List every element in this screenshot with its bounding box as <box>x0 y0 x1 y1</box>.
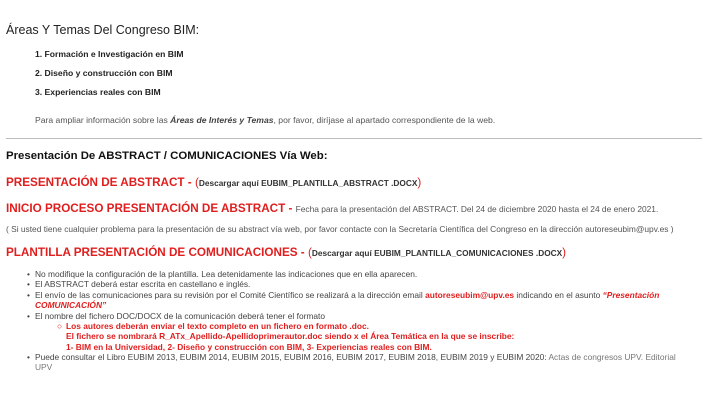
bullet-icon: • <box>27 290 30 300</box>
paren-open: ( <box>307 246 312 259</box>
paren-close: ) <box>417 176 422 189</box>
abstract-heading-text: PRESENTACIÓN DE ABSTRACT - <box>6 176 195 189</box>
info-prefix: Para ampliar información sobre las <box>35 115 171 125</box>
actas-link[interactable]: Actas de congresos UPV. Editorial <box>548 352 676 362</box>
info-line <box>35 115 495 125</box>
rule-text: El nombre del fichero DOC/DOCX de la comunicación deberá tener el formato <box>35 311 326 321</box>
plantilla-heading-text: PLANTILLA PRESENTACIÓN DE COMUNICACIONES - <box>6 246 308 259</box>
areas-title: Áreas Y Temas Del Congreso BIM: <box>6 23 200 37</box>
info-suffix: , por favor, diríjase al apartado correspondiente de la web. <box>273 115 496 125</box>
rule-text-mid: indicando en el asunto <box>514 290 603 300</box>
rule-text <box>35 352 676 362</box>
paren-open: ( <box>194 176 199 189</box>
problem-note <box>6 224 674 234</box>
plantilla-heading <box>6 243 566 261</box>
sub-rule-text: 1- BIM en la Universidad, 2- Diseño y construcción con BIM, 3- Experiencias reales con BIM. <box>66 342 432 352</box>
rule-text <box>35 290 659 300</box>
submission-title: Presentación De ABSTRACT / COMUNICACIONES Vía Web: <box>6 150 328 162</box>
sub-rule-text: El fichero se nombrará R_ATx_Apellido-Apellidoprimerautor.doc siendo x el Área Temática en la que se inscribe: <box>66 331 515 341</box>
areas-link[interactable]: Áreas de Interés y Temas <box>170 115 274 125</box>
abstract-template-link[interactable]: Descargar aquí EUBIM_PLANTILLA_ABSTRACT .DOCX <box>198 178 418 188</box>
bullet-icon: • <box>27 279 30 289</box>
plantilla-template-link[interactable]: Descargar aquí EUBIM_PLANTILLA_COMUNICACIONES .DOCX <box>311 248 563 258</box>
section-divider <box>6 138 702 139</box>
rule-text: No modifique la configuración de la plantilla. Lea detenidamente las indicaciones que en ella aparecen. <box>35 269 418 279</box>
bullet-icon: • <box>27 311 30 321</box>
abstract-heading <box>6 173 421 191</box>
bullet-icon: • <box>27 352 30 362</box>
rule-text-pre: El envío de las comunicaciones para su revisión por el Comité Científico se realizará a la dirección email <box>35 290 426 300</box>
rule-text: El ABSTRACT deberá estar escrita en castellano e inglés. <box>35 279 251 289</box>
email-subject: “Presentación <box>602 290 660 300</box>
paren-close: ) <box>562 246 567 259</box>
problem-close: ) <box>668 224 674 234</box>
inicio-heading <box>6 199 658 217</box>
rule-text-pre: Puede consultar el Libro EUBIM 2013, EUBIM 2014, EUBIM 2015, EUBIM 2016, EUBIM 2017, EUBIM 2018, EUBIM 2019 y EUBIM 2020: <box>35 352 549 362</box>
inicio-heading-text[interactable]: INICIO PROCESO PRESENTACIÓN DE ABSTRACT - <box>6 202 296 215</box>
area-item-experiencias: 3. Experiencias reales con BIM <box>35 87 161 97</box>
secretaria-email-link[interactable]: autoreseubim@upv.es <box>585 224 669 234</box>
bullet-icon: • <box>27 269 30 279</box>
actas-link[interactable]: UPV <box>35 362 53 372</box>
submission-email-link[interactable]: autoreseubim@upv.es <box>425 290 515 300</box>
circle-bullet-icon: ○ <box>57 321 63 331</box>
area-item-diseno: 2. Diseño y construcción con BIM <box>35 68 173 78</box>
problem-text: ( Si usted tiene cualquier problema para la presentación de su abstract vía web, por favor contacte con la Secretaría Científica del Congreso en la dirección <box>6 224 586 234</box>
inicio-dates-note: Fecha para la presentación del ABSTRACT. Del 24 de diciembre 2020 hasta el 24 de enero 2021. <box>295 204 659 214</box>
sub-rule-text: Los autores deberán enviar el texto completo en un fichero en formato .doc. <box>66 321 369 331</box>
area-item-formacion: 1. Formación e Investigación en BIM <box>35 49 184 59</box>
email-subject: COMUNICACIÓN” <box>35 300 107 310</box>
